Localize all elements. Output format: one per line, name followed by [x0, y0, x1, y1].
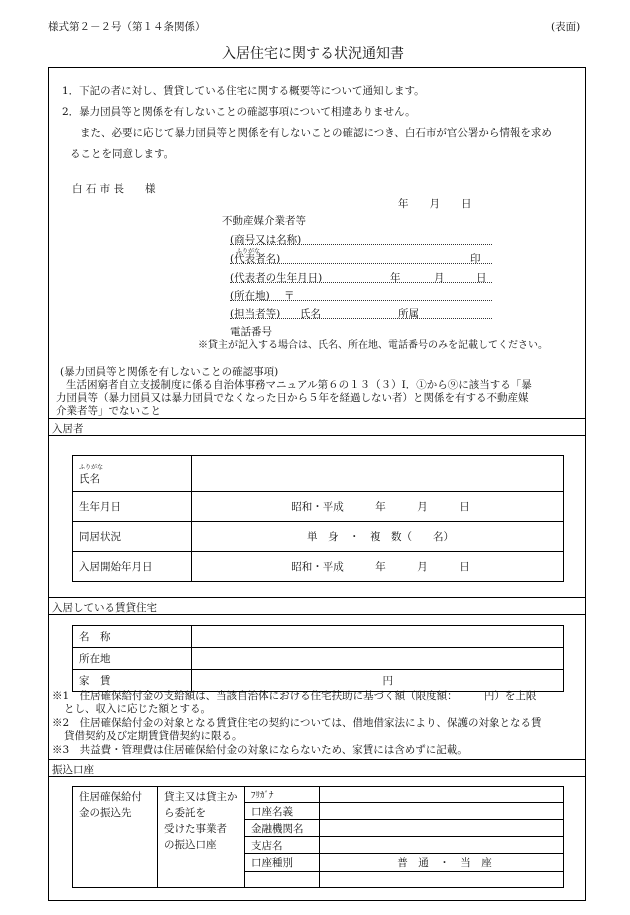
- address-line: [230, 300, 492, 301]
- contact-line: [230, 318, 492, 319]
- account-number-field[interactable]: [320, 872, 564, 888]
- resident-furigana: ふりがな: [79, 463, 104, 471]
- rep-birth-label: (代表者の生年月日): [230, 272, 323, 284]
- housing-note-3: ※3 共益費・管理費は住居確保給付金の対象にならないため、家賃には含めずに記載。: [52, 744, 468, 756]
- resident-birth-field[interactable]: 昭和・平成 年 月 日: [192, 492, 564, 522]
- intro-item-2: 2．暴力団員等と関係を有しないことの確認事項について相違ありません。: [62, 106, 416, 118]
- seal-mark: 印: [470, 253, 481, 265]
- postal-mark: 〒: [284, 290, 295, 302]
- household-field[interactable]: 単 身 ・ 複 数（ 名）: [192, 522, 564, 552]
- housing-note-1a: ※1 住居確保給付金の支給額は、当該自治体における住宅扶助に基づく額（限度額： 円）を上限: [52, 690, 537, 702]
- housing-rent-field[interactable]: 円: [192, 670, 564, 692]
- confirmation-line-1: 生活困窮者自立支援制度に係る自治体事務マニュアル第６の１３（３）Ⅰ．①から⑨に該当する「暴: [66, 379, 532, 391]
- resident-name-field[interactable]: [192, 456, 564, 492]
- housing-note-2a: ※2 住居確保給付金の対象となる賃貸住宅の契約については、借地借家法により、保護の対象となる賃: [52, 717, 542, 729]
- divider: [48, 614, 586, 615]
- housing-location-field[interactable]: [192, 648, 564, 670]
- account-type-label: 口座種別: [245, 854, 320, 872]
- bank-mid-line-3: 受けた事業者: [164, 823, 227, 835]
- move-in-field[interactable]: 昭和・平成 年 月 日: [192, 552, 564, 582]
- rep-name-line: [230, 263, 492, 264]
- rep-name-label: (代表者名): [230, 253, 281, 265]
- contact-dept-label: 所属: [398, 308, 419, 320]
- rep-furigana: ふりがな: [236, 248, 261, 255]
- holder-field[interactable]: [320, 803, 564, 820]
- rep-birth-month: 月: [434, 272, 445, 284]
- address-label: (所在地): [230, 290, 270, 302]
- kana-label: ﾌﾘｶﾞﾅ: [245, 787, 320, 803]
- account-number-label: [245, 872, 320, 888]
- bank-left-label: [73, 787, 158, 888]
- branch-field[interactable]: [320, 837, 564, 854]
- rep-birth-line: [230, 282, 492, 283]
- divider: [48, 597, 586, 598]
- confirmation-heading: (暴力団員等と関係を有しないことの確認事項): [60, 366, 279, 378]
- resident-birth-label: 生年月日: [73, 492, 192, 522]
- phone-label: 電話番号: [230, 326, 272, 338]
- branch-label: 支店名: [245, 837, 320, 854]
- landlord-note: ※貸主が記入する場合は、氏名、所在地、電話番号のみを記載してください。: [198, 340, 548, 351]
- resident-table: [72, 455, 564, 582]
- intro-item-1: 1．下記の者に対し、賃貸している住宅に関する概要等について通知します。: [62, 85, 425, 97]
- resident-name-label: 氏名: [79, 472, 100, 485]
- addressee: 白 石 市 長 様: [72, 183, 156, 195]
- confirmation-line-2: 力団員等（暴力団員又は暴力団員でなくなった日から５年を経過しない者）と関係を有する不動産媒: [56, 392, 529, 404]
- divider: [48, 435, 586, 436]
- agent-heading: 不動産媒介業者等: [222, 215, 306, 227]
- divider: [48, 759, 586, 760]
- bank-left-line-1: 住居確保給付: [79, 791, 142, 803]
- housing-table: [72, 625, 564, 692]
- intro-item-2-cont2: ることを同意します。: [70, 148, 175, 160]
- account-type-field[interactable]: 普 通 ・ 当 座: [320, 854, 564, 872]
- housing-name-label: 名 称: [73, 626, 192, 648]
- bank-table: [72, 786, 564, 888]
- move-in-label: 入居開始年月日: [73, 552, 192, 582]
- bank-mid-label: [158, 787, 245, 888]
- housing-location-label: 所在地: [73, 648, 192, 670]
- household-label: 同居状況: [73, 522, 192, 552]
- date-label: 年 月 日: [398, 198, 472, 210]
- contact-name-label: 氏名: [300, 308, 321, 320]
- divider: [48, 776, 586, 777]
- housing-rent-label: 家 賃: [73, 670, 192, 692]
- rep-birth-day: 日: [476, 272, 487, 284]
- resident-name-label-cell: [73, 456, 192, 492]
- trade-name-label: (商号又は名称): [230, 234, 302, 246]
- bank-name-field[interactable]: [320, 820, 564, 837]
- holder-label: 口座名義: [245, 803, 320, 820]
- bank-name-label: 金融機関名: [245, 820, 320, 837]
- housing-note-1b: とし、収入に応じた額とする。: [64, 703, 211, 715]
- confirmation-line-3: 介業者等」でないこと: [56, 405, 161, 417]
- contact-label: (担当者等): [230, 308, 281, 320]
- divider: [48, 418, 586, 419]
- intro-item-2-cont: また、必要に応じて暴力団員等と関係を有しないことの確認につき、白石市が官公署から情報を求め: [80, 127, 552, 139]
- resident-section-title: 入居者: [52, 423, 84, 435]
- bank-section-title: 振込口座: [52, 764, 94, 776]
- bank-mid-line-1: 貸主又は貸主か: [164, 791, 238, 803]
- trade-name-line: [230, 244, 492, 245]
- housing-name-field[interactable]: [192, 626, 564, 648]
- side-label: (表面): [551, 21, 581, 33]
- form-number: 様式第２－２号（第１４条関係）: [48, 21, 206, 33]
- housing-note-2b: 貸借契約及び定期賃貸借契約に限る。: [64, 730, 243, 742]
- bank-mid-line-2: ら委託を: [164, 807, 206, 819]
- page-title: 入居住宅に関する状況通知書: [222, 46, 404, 62]
- rep-birth-year: 年: [390, 272, 401, 284]
- bank-mid-line-4: の振込口座: [164, 839, 217, 851]
- kana-field[interactable]: [320, 787, 564, 803]
- housing-section-title: 入居している賃貸住宅: [52, 602, 157, 614]
- bank-left-line-2: 金の振込先: [79, 807, 132, 819]
